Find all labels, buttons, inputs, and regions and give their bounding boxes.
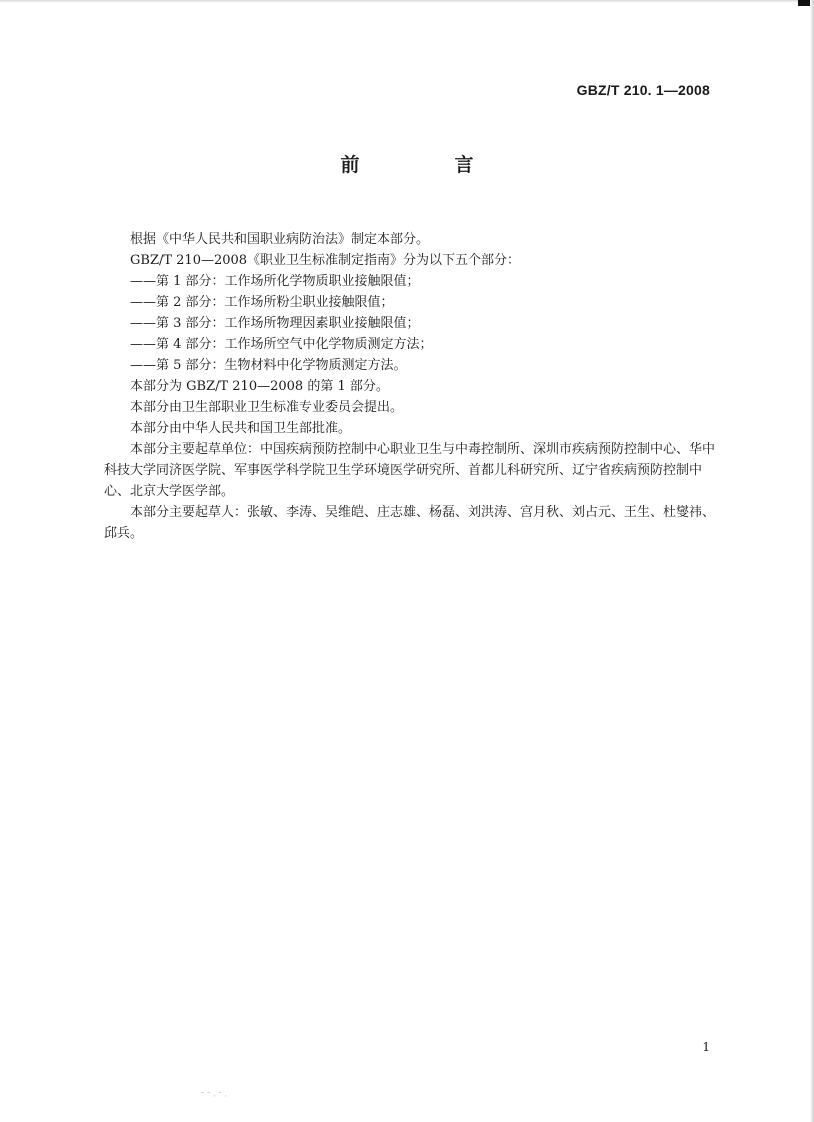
list-item: ——第 1 部分：工作场所化学物质职业接触限值； xyxy=(130,274,420,289)
list-item: ——第 5 部分：生物材料中化学物质测定方法。 xyxy=(130,358,407,373)
structure-paragraph: GBZ/T 210—2008《职业卫生标准制定指南》分为以下五个部分： xyxy=(130,253,521,268)
page-title: 前 言 xyxy=(340,154,512,176)
basis-paragraph: 根据《中华人民共和国职业病防治法》制定本部分。 xyxy=(130,232,430,247)
scan-smudge: ˉˉ·ˉ· xyxy=(200,1092,230,1102)
approver-statement: 本部分由中华人民共和国卫生部批准。 xyxy=(130,421,352,436)
list-item: ——第 3 部分：工作场所物理因素职业接触限值； xyxy=(130,316,420,331)
proposer-statement: 本部分由卫生部职业卫生标准专业委员会提出。 xyxy=(130,400,404,415)
part-statement: 本部分为 GBZ/T 210—2008 的第 1 部分。 xyxy=(130,379,389,394)
page-number: 1 xyxy=(702,1040,710,1054)
document-body xyxy=(104,229,726,544)
list-item: ——第 2 部分：工作场所粉尘职业接触限值； xyxy=(130,295,394,310)
standard-code: GBZ/T 210. 1—2008 xyxy=(576,82,710,98)
drafters: 本部分主要起草人：张敏、李涛、吴维皑、庄志雄、杨磊、刘洪涛、宫月秋、刘占元、王生、杜燮祎、邱兵。 xyxy=(104,505,716,541)
drafting-units: 本部分主要起草单位：中国疾病预防控制中心职业卫生与中毒控制所、深圳市疾病预防控制中心、华中科技大学同济医学院、军事医学科学院卫生学环境医学研究所、首都儿科研究所、辽宁省疾病预防控制中心、北京大学医学部。 xyxy=(104,442,716,499)
scan-edge xyxy=(0,0,814,3)
list-item: ——第 4 部分：工作场所空气中化学物质测定方法； xyxy=(130,337,433,352)
